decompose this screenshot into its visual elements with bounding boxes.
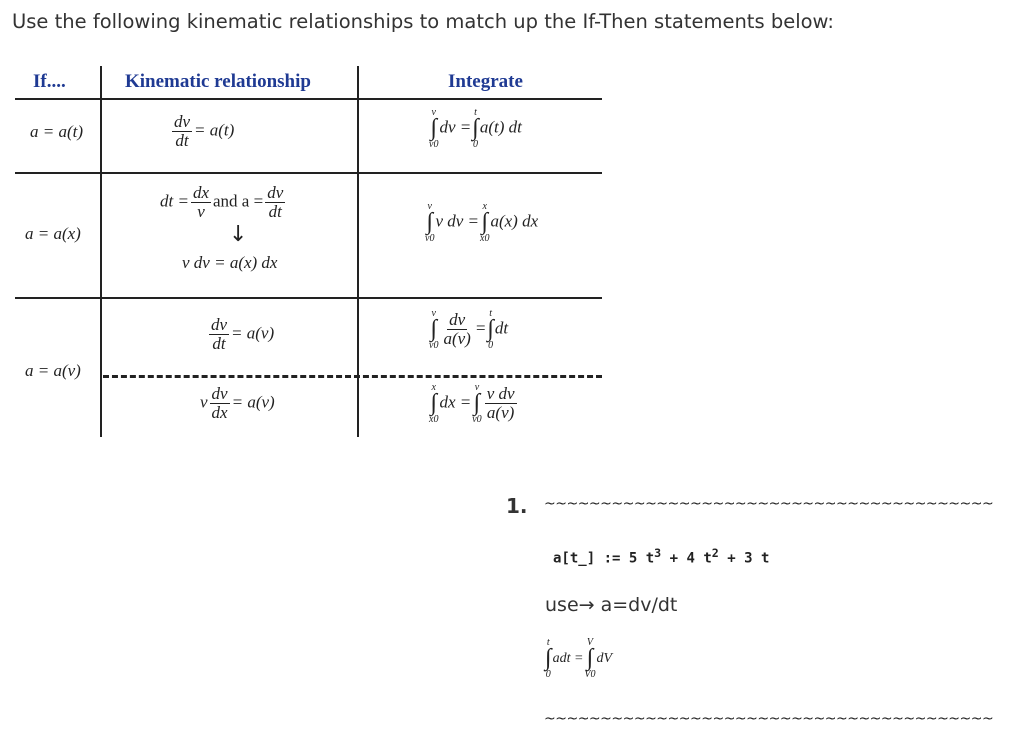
row3-relationship-2: v $\frac{dv}{dx}$ = a(v) bbox=[200, 384, 275, 422]
row2-if: a = a(x) bbox=[25, 224, 81, 243]
row1-integral: v ∫ v0 dv = t ∫ 0 a(t) dt bbox=[429, 107, 522, 150]
row2-integral: v ∫ v0 v dv = x ∫ x0 a(x) dx bbox=[425, 201, 539, 244]
row2-relationship-line1: dt = $\frac{dx}{v}$ and a = $\frac{dv}{dt}$ bbox=[160, 183, 284, 221]
page-prompt: Use the following kinematic relationships to match up the If-Then statements below: bbox=[12, 10, 834, 33]
row-divider-1 bbox=[15, 172, 602, 174]
row1-if: a = a(t) bbox=[30, 122, 84, 141]
question-number: 1. bbox=[506, 494, 528, 518]
header-relationship: Kinematic relationship bbox=[125, 71, 311, 92]
row3-integral-1: v ∫ v0 $\frac{dv}{a(v)}$ = t ∫ 0 dt bbox=[429, 308, 509, 351]
row2-relationship-line2: v dv = a(x) dx bbox=[182, 253, 278, 272]
squiggle-divider-bottom: ~~~~~~~~~~~~~~~~~~~~~~~~~~~~~~~~~~~~~~~~ bbox=[544, 711, 994, 727]
row1-relationship: $\frac{dv}{dt}$ = a(t) bbox=[174, 112, 235, 150]
use-hint: use→ a=dv/dt bbox=[545, 594, 678, 616]
header-integrate: Integrate bbox=[448, 71, 523, 92]
row-divider-2 bbox=[15, 297, 602, 299]
row3-relationship-1: $\frac{dv}{dt}$ = a(v) bbox=[211, 315, 275, 353]
header-divider bbox=[15, 98, 602, 100]
right-arrow-icon: → bbox=[578, 594, 595, 616]
squiggle-divider-top: ~~~~~~~~~~~~~~~~~~~~~~~~~~~~~~~~~~~~~~~~ bbox=[544, 496, 994, 512]
header-if: If.... bbox=[33, 71, 66, 92]
row3-integral-2: x ∫ x0 dx = v ∫ v0 $\frac{\text{v dv}}{a(v)}$ bbox=[429, 382, 515, 425]
row3-if: a = a(v) bbox=[25, 361, 81, 380]
mathematica-definition: a[t_] := 5 $t^3 + 4$ $t^2 + 3$ t bbox=[553, 546, 770, 567]
integral-equation: t ∫ 0 adt = V ∫ V0 dV bbox=[545, 637, 613, 680]
column-divider-2 bbox=[357, 66, 359, 437]
row3-dashed-divider bbox=[103, 375, 602, 378]
down-arrow-icon: ↓ bbox=[229, 222, 248, 247]
column-divider-1 bbox=[100, 66, 102, 437]
